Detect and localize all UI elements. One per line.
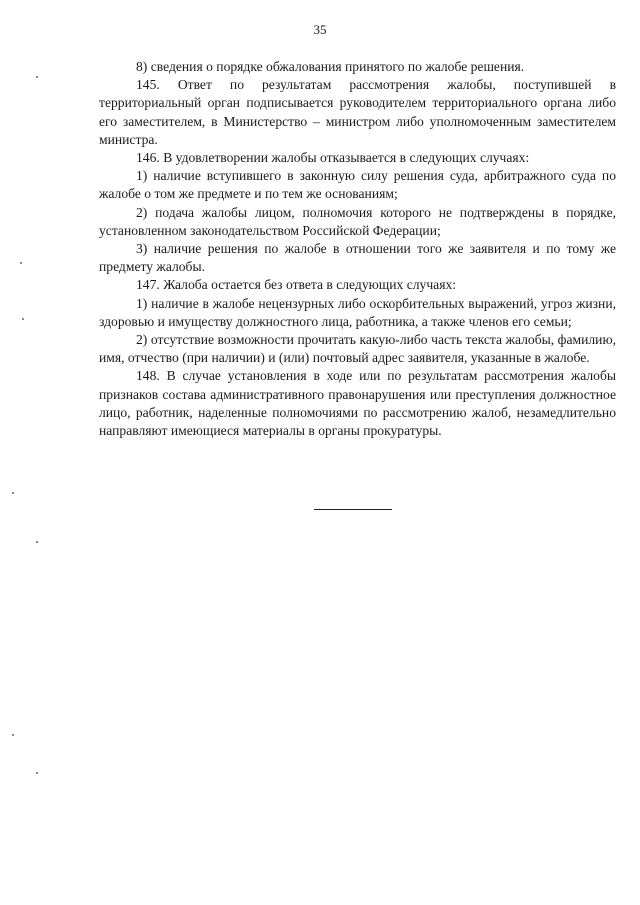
paragraph-146-item-2: 2) подача жалобы лицом, полномочия которого не подтверждены в порядке, установленном законодательством Российской Федерации; [99, 204, 616, 238]
scan-speck [36, 772, 38, 774]
scan-speck [12, 492, 14, 494]
paragraph-147-item-1: 1) наличие в жалобе нецензурных либо оскорбительных выражений, угроз жизни, здоровью и имуществу должностного лица, работника, а также членов его семьи; [99, 295, 616, 329]
scan-speck [36, 76, 38, 78]
document-body [99, 58, 616, 440]
scan-speck [12, 734, 14, 736]
paragraph-146-item-1: 1) наличие вступившего в законную силу решения суда, арбитражного суда по жалобе о том же предмете и по тем же основаниям; [99, 168, 616, 202]
paragraph-147-item-2: 2) отсутствие возможности прочитать какую-либо часть текста жалобы, фамилию, имя, отчество (при наличии) и (или) почтовый адрес заявителя, указанные в жалобе. [99, 332, 616, 366]
scan-speck [36, 541, 38, 543]
scan-speck [22, 318, 24, 320]
page-number: 35 [313, 22, 327, 37]
paragraph-148: 148. В случае установления в ходе или по результатам рассмотрения жалобы признаков состава административного правонарушения или преступления должностное лицо, работник, наделенные полномочиями по рассмотрению жалоб, незамедлительно направляют имеющиеся материалы в органы прокуратуры. [99, 368, 616, 439]
paragraph-146: 146. В удовлетворении жалобы отказывается в следующих случаях: [136, 150, 530, 166]
scan-speck [20, 262, 22, 264]
paragraph-146-item-3: 3) наличие решения по жалобе в отношении того же заявителя и по тому же предмету жалобы. [99, 241, 616, 275]
paragraph-147: 147. Жалоба остается без ответа в следующих случаях: [136, 277, 457, 293]
paragraph-item-8: 8) сведения о порядке обжалования принятого по жалобе решения. [136, 59, 525, 74]
end-rule [314, 509, 392, 510]
paragraph-145: 145. Ответ по результатам рассмотрения жалобы, поступившей в территориальный орган подписывается руководителем территориального органа либо его заместителем, в Министерство – министром либо уполномоченным заместителем министра. [99, 77, 616, 147]
